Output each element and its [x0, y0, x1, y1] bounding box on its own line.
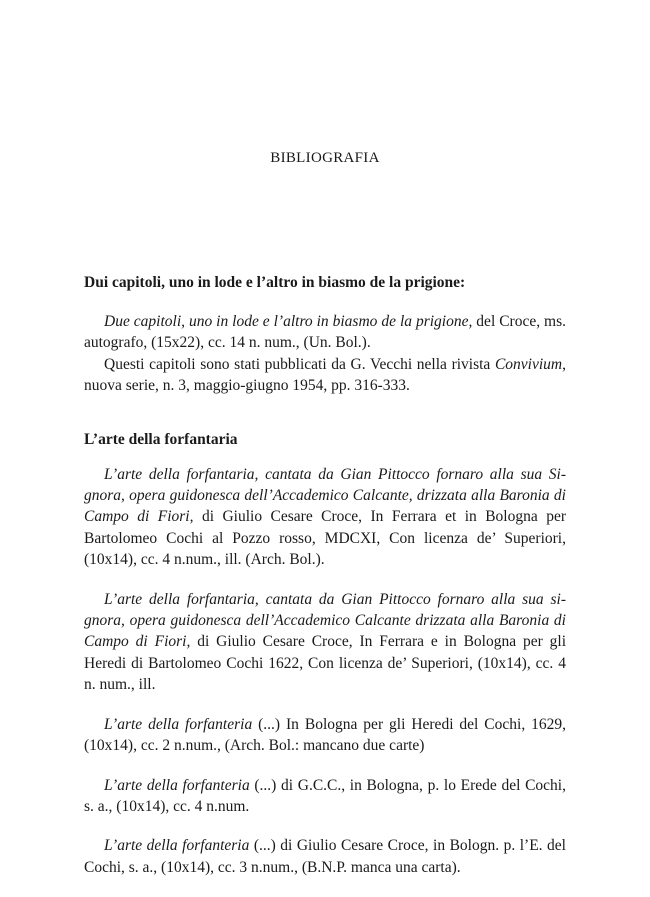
entry-details: del Croce, ms. autografo, (15x22), cc. 14 n. num., (Un. Bol.).	[84, 313, 566, 352]
bibliography-entry	[84, 775, 566, 818]
section-arte-forfantaria	[84, 429, 566, 879]
bibliography-entry	[84, 464, 566, 571]
journal-title: Convivium	[494, 355, 563, 373]
entry-title: L’arte della forfantaria, cantata da Gian Pittocco fornaro alla sua signora, opera guidonesca dell’Accademico Calcante drizzata alla Baronia di Campo di Fiori,	[84, 590, 566, 651]
bibliography-entry	[84, 835, 566, 878]
bibliography-entry	[84, 589, 566, 696]
bibliography-note	[84, 354, 566, 397]
page	[84, 0, 566, 897]
entry-details: (...) In Bologna per gli Heredi del Cochi, 1629, (10x14), cc. 2 n.num., (Arch. Bol.: mancano due carte)	[84, 715, 566, 755]
entry-details: di Giulio Cesare Croce, In Ferrara e in Bologna per gli Heredi di Bartolomeo Cochi 1622, Con licenza de’ Superiori, (10x14), cc. 4 n. num., ill.	[84, 633, 567, 694]
entry-title: L’arte della forfanteria	[104, 776, 250, 794]
note-details: , nuova serie, n. 3, maggio-giugno 1954, pp. 316-333.	[84, 355, 566, 395]
section-dui-capitoli	[84, 272, 566, 397]
entry-title: L’arte della forfanteria	[104, 837, 250, 855]
bibliography-entry	[84, 714, 566, 757]
entry-details: di Giulio Cesare Croce, In Ferrara et in Bologna per Bartolomeo Cochi al Pozzo rosso, MDCXI, Con licenza de’ Superiori, (10x14), cc. 4 n.num., ill. (Arch. Bol.).	[84, 508, 566, 569]
entry-title: Due capitoli, uno in lode e l’altro in biasmo de la prigione,	[104, 313, 473, 330]
section-heading: L’arte della forfantaria	[84, 430, 238, 448]
bibliography-entry	[84, 311, 566, 354]
page-title: BIBLIOGRAFIA	[270, 150, 380, 166]
bibliography-content	[84, 272, 566, 878]
entry-details: (...) di G.C.C., in Bologna, p. lo Erede del Cochi, s. a., (10x14), cc. 4 n.num.	[84, 776, 566, 815]
entry-title: L’arte della forfantaria, cantata da Gian Pittocco fornaro alla sua Signora, opera guidonesca dell’Accademico Calcante, drizzata alla Baronia di Campo di Fiori,	[84, 465, 566, 526]
entry-details: (...) di Giulio Cesare Croce, in Bologn. p. l’E. del Cochi, s. a., (10x14), cc. 3 n.num., (B.N.P. manca una carta).	[84, 837, 566, 876]
entry-title: L’arte della forfanteria	[104, 715, 253, 733]
section-heading: Dui capitoli, uno in lode e l’altro in biasmo de la prigione:	[84, 274, 466, 291]
note-text: Questi capitoli sono stati pubblicati da G. Vecchi nella rivista	[104, 355, 495, 373]
